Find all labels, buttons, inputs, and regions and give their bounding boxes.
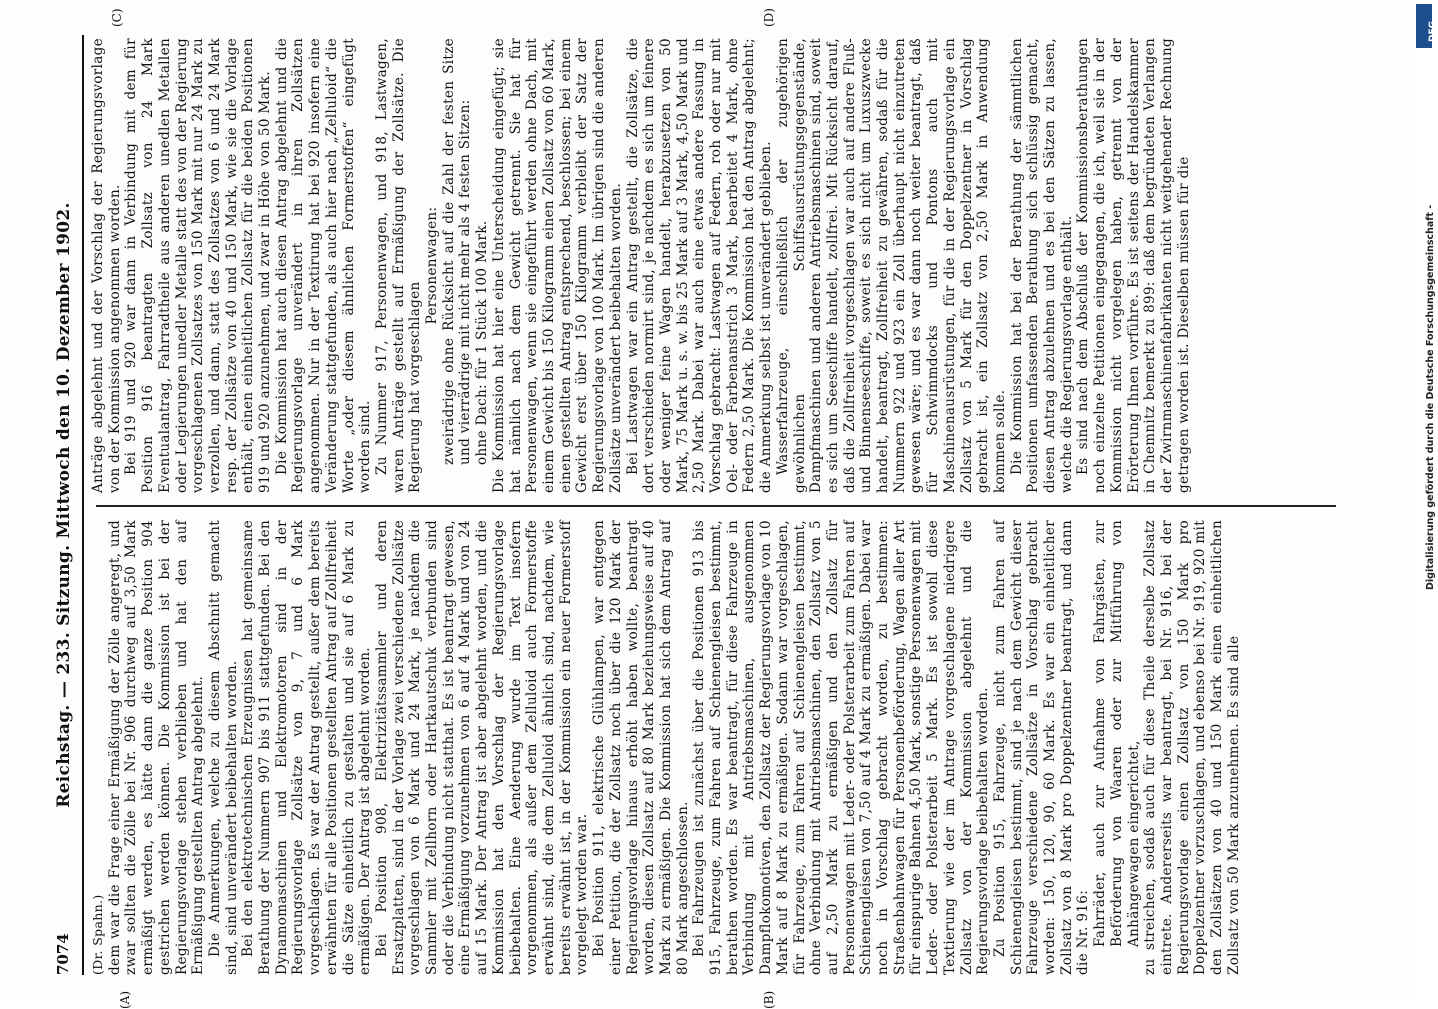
paragraph: Die Kommission hat hier eine Unterscheidung eingefügt; sie hat nämlich nach dem Gewicht getrennt. Sie hat für Personenwagen, wenn sie eingeführt werden ohne Dach, mit einem Gewicht bis 150 Kilogramm einen Zollsatz von 60 Mark, einen gestellten Antrag entsprechend, beschlossen; bei einem Gewicht erst über 150 Kilogramm verbleibt der Satz der Regierungsvorlage von 100 Mark. Im übrigen sind die anderen Zollsätze unverändert beibehalten worden. [490, 38, 624, 493]
paragraph: dem war die Frage einer Ermäßigung der Zölle angeregt, und zwar sollten die Zölle bei Nr. 906 durchweg auf 3,50 Mark ermäßigt werden, es hätte dann die ganze Position 904 gestrichen werden können. Die Kommission ist bei der Regierungsvorlage stehen verblieben und hat den auf Ermäßigung gestellten Antrag abgelehnt. [106, 520, 207, 975]
quoted-item: zweirädrige ohne Rücksicht auf die Zahl der festen Sitze und vierrädrige mit nicht mehr als 4 festen Sitzen: [440, 38, 474, 465]
paragraph: Bei Fahrzeugen ist zunächst über die Positionen 913 bis 915, Fahrzeuge, zum Fahren auf Schienengleisen bestimmt, berathen worden. Es war beantragt, für diese Fahrzeuge in Verbindung mit Antriebsmaschinen, ausgenommen Dampflokomotiven, den Zollsatz der Regierungsvorlage von 10 Mark auf 8 Mark zu ermäßigen. Sodann war vorgeschlagen, für Fahrzeuge, zum Fahren auf Schienengleisen bestimmt, ohne Verbindung mit Antriebsmaschinen, den Zollsatz von 5 auf 2,50 Mark zu ermäßigen und den Zollsatz für Personenwagen mit Leder- oder Polsterarbeit zum Fahren auf Schienengleisen von 7,50 auf 4 Mark zu ermäßigen. Dabei war noch in Vorschlag gebracht worden, zu bestimmen: Straßenbahnwagen für Personenbeförderung, Wagen aller Art für einspurige Bahnen 4,50 Mark, sonstige Personenwagen mit Leder- oder Polsterarbeit 5 Mark. Es ist sowohl diese Textierung wie der im Antrage vorgeschlagene niedrigere Zollsatz von der Kommission abgelehnt und die Regierungsvorlage beibehalten worden. [691, 520, 992, 975]
quoted-item: ohne Dach: für 1 Stück 100 Mark. [474, 220, 491, 465]
paragraph: Die Kommission hat auch diesen Antrag abgelehnt und die Regierungsvorlage unverändert in ihren Zollsätzen angenommen. Nur in der Textirung hat bei 920 insofern eine Veränderung stattgefunden, als auch hier nach „Zelluloid“ die Worte „oder diesem ähnlichen Formerstoffen“ eingefügt worden sind. [273, 38, 374, 493]
page-header [44, 35, 80, 975]
paragraph: zu streichen, sodaß auch für diese Theile derselbe Zollsatz eintrete. Andererseits war beantragt, bei Nr. 916, bei der Regierungsvorlage einen Zollsatz von 150 Mark pro Doppelzentner vorzuschlagen, und ebenso bei Nr. 919, 920 mit den Zollsätzen von 40 und 150 Mark einen einheitlichen Zollsatz von 50 Mark anzunehmen. Es sind alle [1142, 520, 1242, 975]
paragraph: Die Anmerkungen, welche zu diesem Abschnitt gemacht sind, sind unverändert beibehalten worden. [206, 520, 240, 975]
dfg-logo [1416, 4, 1438, 48]
rotated-document-sheet [40, 8, 1400, 1009]
dfg-logo-text: DFG [1428, 20, 1438, 42]
paragraph: Bei Lastwagen war ein Antrag gestellt, die Zollsätze, die dort verschieden normirt sind, je nachdem es sich um feinere oder weniger feine Wagen handelt, herabzusetzen von 50 Mark, 75 Mark u. s. w. bis 25 Mark auf 3 Mark, 4,50 Mark und 2,50 Mark. Dabei war auch eine etwas andere Fassung in Vorschlag gebracht: Lastwagen auf Federn, roh oder nur mit Oel- oder Farbenanstrich 3 Mark, bearbeitet 4 Mark, ohne Federn 2,50 Mark. Die Kommission hat den Antrag abgelehnt; die Anmerkung selbst ist unverändert geblieben. [624, 38, 775, 493]
column-divider [96, 505, 1336, 507]
quoted-item: Fahrräder, auch zur Aufnahme von Fahrgästen, zur Beförderung von Waaren oder zur Mitführung von Anhängewagen eingerichtet, [1092, 520, 1142, 947]
running-title: Reichstag. — 233. Sitzung. Mittwoch den 10. Dezember 1902. [54, 202, 74, 808]
paragraph: Bei den elektrotechnischen Erzeugnissen hat gemeinsame Berathung der Nummern 907 bis 911 stattgefunden. Bei den Dynamomaschinen und Elektromotoren sind in der Regierungsvorlage Zollsätze von 9, 7 und 6 Mark vorgeschlagen. Es war der Antrag gestellt, außer dem bereits erwähnten für alle Positionen gestellten Antrag auf Zollfreiheit die Sätze einheitlich zu gestalten und sie auf 6 Mark zu ermäßigen. Der Antrag ist abgelehnt worden. [240, 520, 374, 975]
margin-marker-d: (D) [762, 8, 776, 27]
paragraph: Zu Nummer 917, Personenwagen, und 918, Lastwagen, waren Anträge gestellt auf Ermäßigung der Zollsätze. Die Regierung hat vorgeschlagen [373, 38, 424, 493]
paragraph: Die Kommission hat bei der Berathung der sämmtlichen Positionen umfassenden Berathung sich schlüssig gemacht, diesen Antrag abzulehnen und es bei den Sätzen zu lassen, welche die Regierungsvorlage enthält. [1008, 38, 1075, 493]
speaker-label: (Dr. Spahn.) [90, 894, 105, 975]
digitization-note: Digitalisierung gefördert durch die Deutsche Forschungsgemeinschaft - [1425, 204, 1436, 590]
paragraph: Bei 919 und 920 war dann in Verbindung mit dem für Position 916 beantragten Zollsatz von 24 Mark Eventualantrag, Fahrradtheile aus anderen unedlen Metallen oder Legierungen unedler Metalle statt des von der Regierung vorgeschlagenen Zollsatzes von 150 Mark mit nur 24 Mark zu verzollen, und dann, statt des Zollsatzes von 6 und 24 Mark resp. der Zollsätze von 40 und 150 Mark, wie sie die Vorlage enthält, einen einheitlichen Zollsatz für die beiden Positionen 919 und 920 anzunehmen, und zwar in Höhe von 50 Mark. [123, 38, 274, 493]
digitization-sidebar [1416, 0, 1434, 1000]
paragraph: Bei Position 911, elektrische Glühlampen, war entgegen einer Petition, die der Zollsatz noch über die 120 Mark der Regierungsvorlage hinaus erhöht haben wollte, beantragt worden, diesen Zollsatz auf 80 Mark beziehungsweise auf 40 Mark zu ermäßigen. Die Kommission hat sich dem Antrag auf 80 Mark angeschlossen. [591, 520, 691, 975]
margin-marker-a: (A) [118, 990, 132, 1009]
paragraph: Bei Position 908, Elektrizitätssammler und deren Ersatzplatten, sind in der Vorlage zwei verschiedene Zollsätze vorgeschlagen von 6 Mark und 24 Mark, je nachdem die Sammler mit Zellhorn oder Hartkautschuk verbunden sind oder die Verbindung nicht statthat. Es ist beantragt gewesen, eine Ermäßigung vorzunehmen von 6 auf 4 Mark und von 24 auf 15 Mark. Der Antrag ist aber abgelehnt worden, und die Kommission hat den Vorschlag der Regierungsvorlage beibehalten. Eine Aenderung wurde im Text insofern vorgenommen, als außer dem Zelluloid auch Formerstoffe erwähnt sind, die dem Zelluloid ähnlich sind, nachdem, wie bereits erwähnt ist, in der Kommission ein neuer Formerstoff vorgelegt worden war. [373, 520, 591, 975]
subheading: Personenwagen: [424, 206, 441, 325]
page-number: 7074 [54, 933, 72, 975]
left-column [90, 520, 1380, 975]
right-column [90, 38, 1380, 493]
paragraph: Wasserfahrzeuge, einschließlich der zugehörigen gewöhnlichen Schiffsausrüstungsgegenstände, Dampfmaschinen und anderen Antriebsmaschinen sind, soweit es sich um Seeschiffe handelt, zollfrei. Mit Rücksicht darauf, daß die Zollfreiheit vorgeschlagen war auch auf andere Fluß- und Binnenseeschiffe, soweit es sich nicht um Luxuszwecke handelt, beantragt, Zollfreiheit zu gewähren, sodaß für die Nummern 922 und 923 ein Zoll überhaupt nicht einzutreten gewesen wäre; und es war dann noch weiter beantragt, daß für Schwimmdocks und Pontons auch mit Maschinenausrüstungen, für die in der Regierungsvorlage ein Zollsatz von 5 Mark für den Doppelzentner in Vorschlag gebracht ist, ein Zollsatz von 2,50 Mark in Anwendung kommen solle. [774, 38, 1008, 493]
paragraph: Es sind nach dem Abschluß der Kommissionsberathungen noch einzelne Petitionen eingegangen, die ich, weil sie in der Kommission nicht vorgelegen haben, getrennt von der Erörterung Ihnen vorführe. Es ist seitens der Handelskammer in Chemnitz bemerkt zu 899: daß dem begründeten Verlangen der Zwirnmaschinenfabrikanten nicht weitgehender Rechnung getragen worden ist. Dieselben müssen für die [1075, 38, 1192, 493]
margin-marker-c: (C) [110, 8, 124, 27]
paragraph: Zu Position 915, Fahrzeuge, nicht zum Fahren auf Schienengleisen bestimmt, sind je nach dem Gewicht dieser Fahrzeuge verschiedene Zollsätze in Vorschlag gebracht worden: 150, 120, 90, 60 Mark. Es war ein einheitlicher Zollsatz von 8 Mark pro Doppelzentner beantragt, und dann die Nr. 916: [991, 520, 1092, 975]
header-rule [82, 35, 84, 975]
paragraph: Anträge abgelehnt und der Vorschlag der Regierungsvorlage von der Kommission angenommen worden. [90, 38, 123, 493]
margin-marker-b: (B) [762, 990, 776, 1009]
